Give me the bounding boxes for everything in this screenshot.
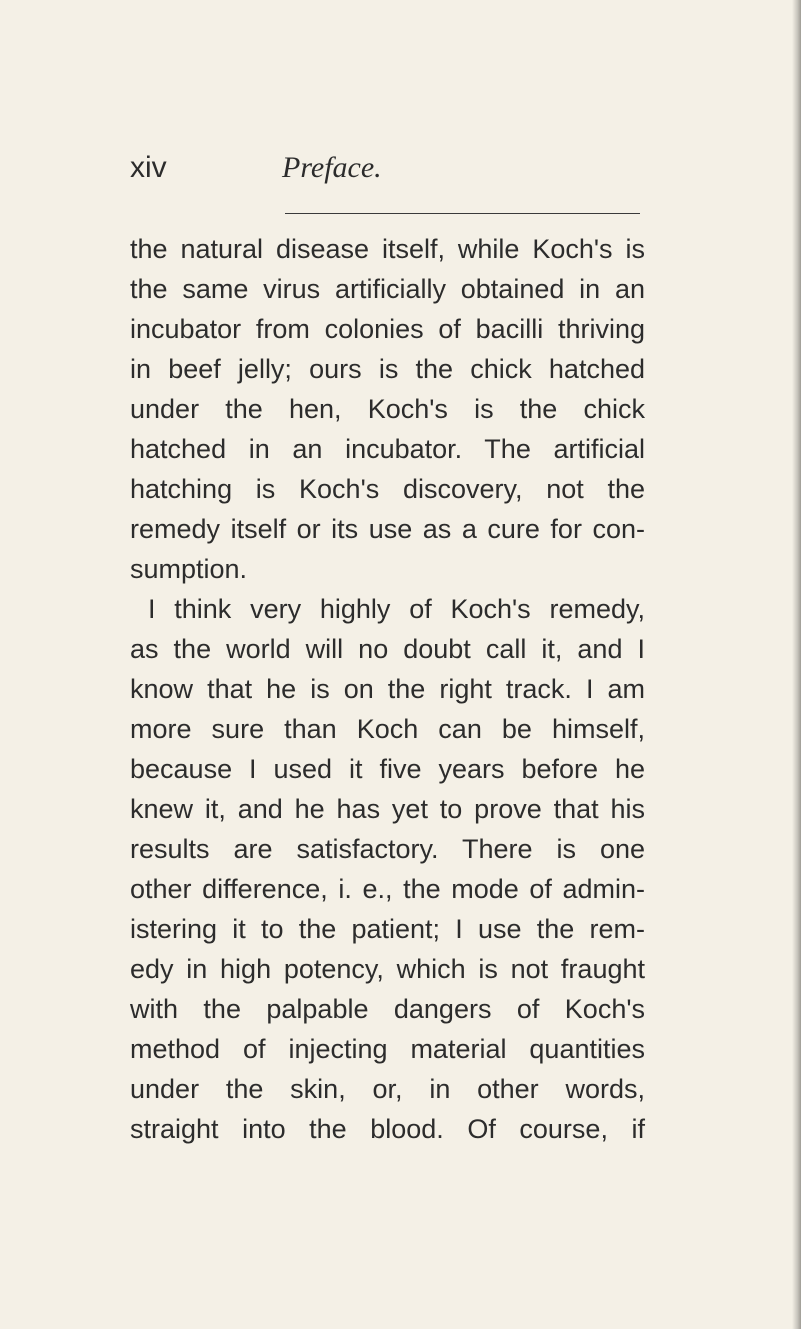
text-line: I think very highly of Koch's remedy, xyxy=(148,594,645,624)
running-header xyxy=(130,148,650,198)
text-line: knew it, and he has yet to prove that his xyxy=(130,794,645,824)
text-line: results are satisfactory. There is one xyxy=(130,834,645,864)
text-line: the natural disease itself, while Koch's is xyxy=(130,234,645,264)
text-line: istering it to the patient; I use the rem- xyxy=(130,914,645,944)
text-line: other difference, i. e., the mode of admin- xyxy=(130,874,645,904)
text-line: because I used it five years before he xyxy=(130,754,645,784)
text-line: sumption. xyxy=(130,554,248,584)
text-line: under the hen, Koch's is the chick xyxy=(130,394,645,424)
text-line: with the palpable dangers of Koch's xyxy=(130,994,645,1024)
text-line: incubator from colonies of bacilli thriving xyxy=(130,314,645,344)
text-line: know that he is on the right track. I am xyxy=(130,674,645,704)
text-line: edy in high potency, which is not fraught xyxy=(130,954,645,984)
page-edge-shadow xyxy=(792,0,801,1329)
text-line: remedy itself or its use as a cure for con- xyxy=(130,514,645,544)
text-line: more sure than Koch can be himself, xyxy=(130,714,645,744)
text-line: as the world will no doubt call it, and I xyxy=(130,634,645,664)
text-line: straight into the blood. Of course, if xyxy=(130,1114,645,1144)
header-rule xyxy=(285,213,640,214)
running-title: Preface. xyxy=(282,151,382,184)
body-text xyxy=(130,229,645,1149)
text-line: hatched in an incubator. The artificial xyxy=(130,434,645,464)
page-number: xiv xyxy=(130,151,167,184)
text-line: under the skin, or, in other words, xyxy=(130,1074,645,1104)
text-line: the same virus artificially obtained in an xyxy=(130,274,645,304)
text-line: method of injecting material quantities xyxy=(130,1034,645,1064)
text-line: hatching is Koch's discovery, not the xyxy=(130,474,645,504)
text-line: in beef jelly; ours is the chick hatched xyxy=(130,354,645,384)
